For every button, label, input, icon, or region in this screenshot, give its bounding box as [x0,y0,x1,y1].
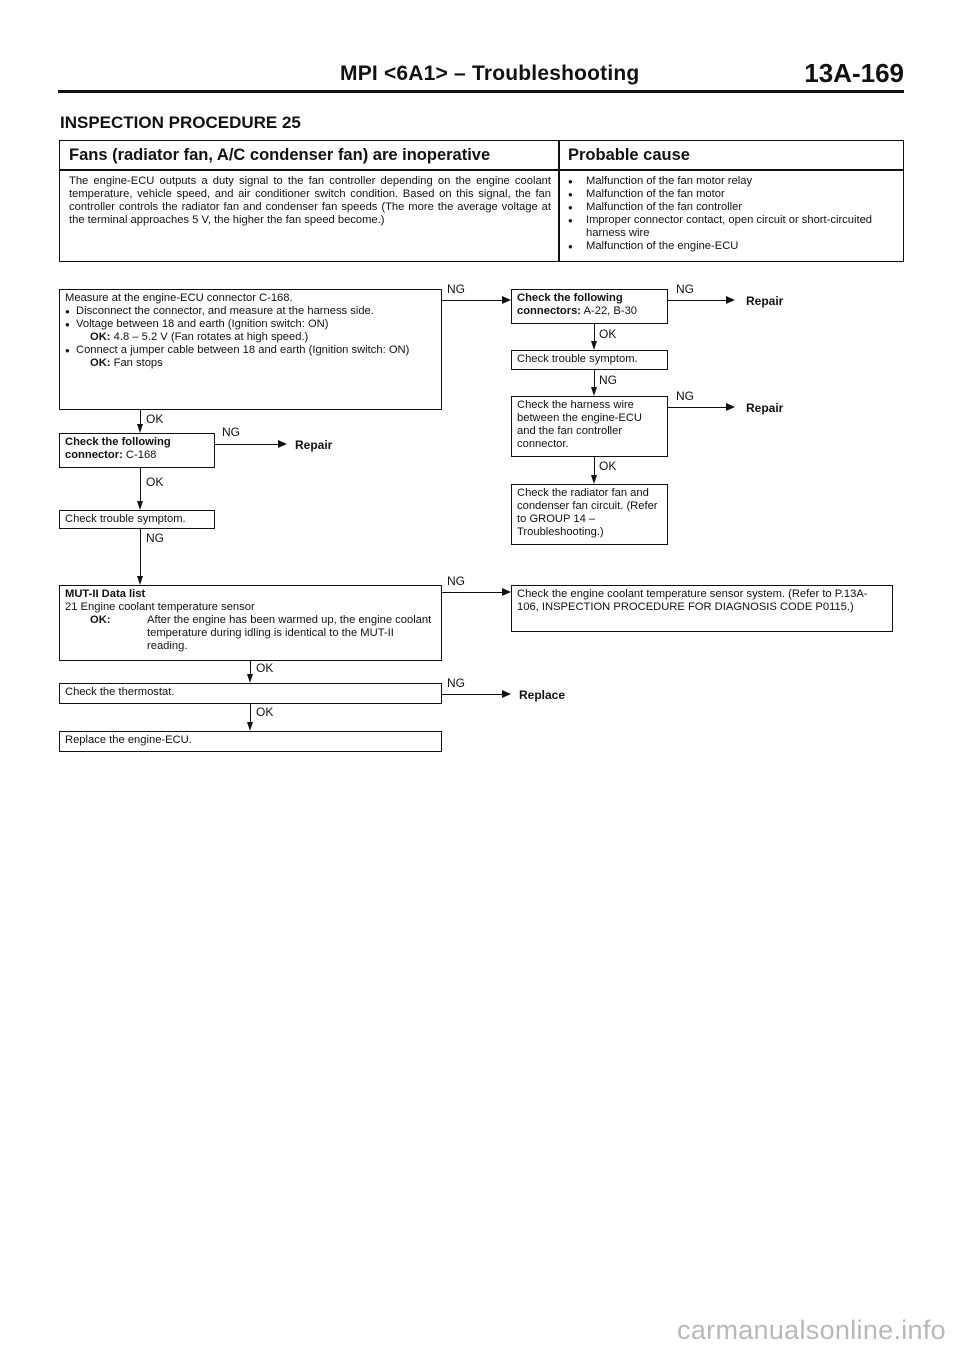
check-connector-c168-box [59,433,215,468]
ok-label: OK [256,705,274,719]
connector-line [594,370,595,387]
ok-label: OK [599,327,617,341]
measure-step: ● Connect a jumper cable between 18 and earth (Ignition switch: ON) [65,344,436,357]
arrow-right-icon [502,690,511,698]
ng-label: NG [447,676,465,690]
connector-line [140,468,141,501]
ok-label: OK: [90,331,111,343]
connector-line [140,529,141,576]
repair-label: Repair [295,438,333,452]
ok-label: OK [256,661,274,675]
repair-label: Repair [746,294,784,308]
check-connector-label: Check the following connector: [65,436,171,461]
connector-line [215,444,278,445]
ng-label: NG [447,282,465,296]
ng-label: NG [222,425,240,439]
mut-data-box [59,585,442,661]
header-title: MPI <6A1> – Troubleshooting [340,62,640,85]
ng-label: NG [146,531,164,545]
ok-label: OK: [90,614,111,626]
measure-title: Measure at the engine-ECU connector C-168. [65,292,293,304]
watermark: carmanualsonline.info [677,1315,946,1345]
arrow-down-icon [591,387,597,396]
cause-item: ● Malfunction of the fan controller [568,201,898,214]
check-radiator-fan-box [511,484,668,545]
check-radiator-text: Check the radiator fan and condenser fan circuit. (Refer to GROUP 14 – Troubleshooting.) [517,487,658,538]
check-thermostat-text: Check the thermostat. [65,686,175,698]
table-divider-vertical [558,141,560,261]
mut-ok-text: After the engine has been warmed up, the engine coolant temperature during idling is identical to the MUT-II reading. [147,614,432,652]
symptom-description: The engine-ECU outputs a duty signal to the fan controller depending on the engine coolant temperature, vehicle speed, and air conditioner switch condition. Based on this signal, the fan controller controls the radiator fan and condenser fan speeds (The more the average voltage at the terminal approaches 5 V, the higher the fan speed become.) [69,175,551,226]
check-trouble-box-2 [511,350,668,370]
ng-label: NG [599,373,617,387]
connector-line [442,592,502,593]
ng-label: NG [447,574,465,588]
ok-value: 4.8 – 5.2 V (Fan rotates at high speed.) [113,331,309,343]
page-number: 13A-169 [804,58,904,88]
connector-line [668,300,726,301]
cause-heading: Probable cause [568,146,690,164]
mut-title: MUT-II Data list [65,588,146,600]
connector-line [442,694,502,695]
connector-line [250,704,251,722]
check-connector-label: Check the following connectors: [517,292,623,317]
arrow-down-icon [137,576,143,585]
table-divider-horizontal [60,169,903,171]
ok-label: OK: [90,357,111,369]
ok-label: OK [146,412,164,426]
check-trouble-text: Check trouble symptom. [65,513,186,525]
cause-item: ● Malfunction of the fan motor [568,188,898,201]
connector-line [668,407,726,408]
check-ect-sensor-box [511,585,893,632]
replace-label: Replace [519,688,566,702]
arrow-down-icon [137,501,143,510]
measure-step: ● Disconnect the connector, and measure at the harness side. [65,305,436,318]
check-trouble-text: Check trouble symptom. [517,353,638,365]
check-connector-value: A-22, B-30 [583,305,638,317]
cause-item: ● Malfunction of the fan motor relay [568,175,898,188]
measure-step: ● Voltage between 18 and earth (Ignition switch: ON) [65,318,436,331]
connector-line [250,661,251,674]
cause-item: ● Improper connector contact, open circuit or short-circuited harness wire [568,214,898,240]
procedure-title: INSPECTION PROCEDURE 25 [60,113,301,132]
arrow-right-icon [278,440,287,448]
connector-line [140,410,141,424]
header-rule [58,90,904,93]
cause-item: ● Malfunction of the engine-ECU [568,240,898,253]
arrow-right-icon [726,296,735,304]
ok-label: OK [146,475,164,489]
replace-ecu-text: Replace the engine-ECU. [65,734,192,746]
arrow-down-icon [591,475,597,484]
ok-label: OK [599,459,617,473]
measure-ecu-box [59,289,442,410]
check-trouble-box-1 [59,510,215,529]
check-thermostat-box [59,683,442,704]
repair-label: Repair [746,401,784,415]
connector-line [594,324,595,341]
symptom-table [59,140,904,262]
arrow-right-icon [502,296,511,304]
check-ect-text: Check the engine coolant temperature sensor system. (Refer to P.13A-106, INSPECTION PROCEDURE FOR DIAGNOSIS CODE P0115.) [517,588,868,613]
cause-list [568,175,898,253]
arrow-down-icon [137,424,143,433]
check-harness-text: Check the harness wire between the engine-ECU and the fan controller connector. [517,399,643,450]
ok-value: Fan stops [113,357,163,369]
arrow-down-icon [247,722,253,731]
symptom-heading: Fans (radiator fan, A/C condenser fan) are inoperative [69,146,491,164]
arrow-right-icon [726,403,735,411]
check-connector-value: C-168 [125,449,157,461]
check-connectors-a22-box [511,289,668,324]
arrow-down-icon [247,674,253,683]
arrow-down-icon [591,341,597,350]
mut-item: 21 Engine coolant temperature sensor [65,601,255,613]
arrow-right-icon [502,588,511,596]
check-harness-box [511,396,668,457]
ng-label: NG [676,389,694,403]
replace-ecu-box [59,731,442,752]
connector-line [442,300,502,301]
ng-label: NG [676,282,694,296]
connector-line [594,457,595,475]
